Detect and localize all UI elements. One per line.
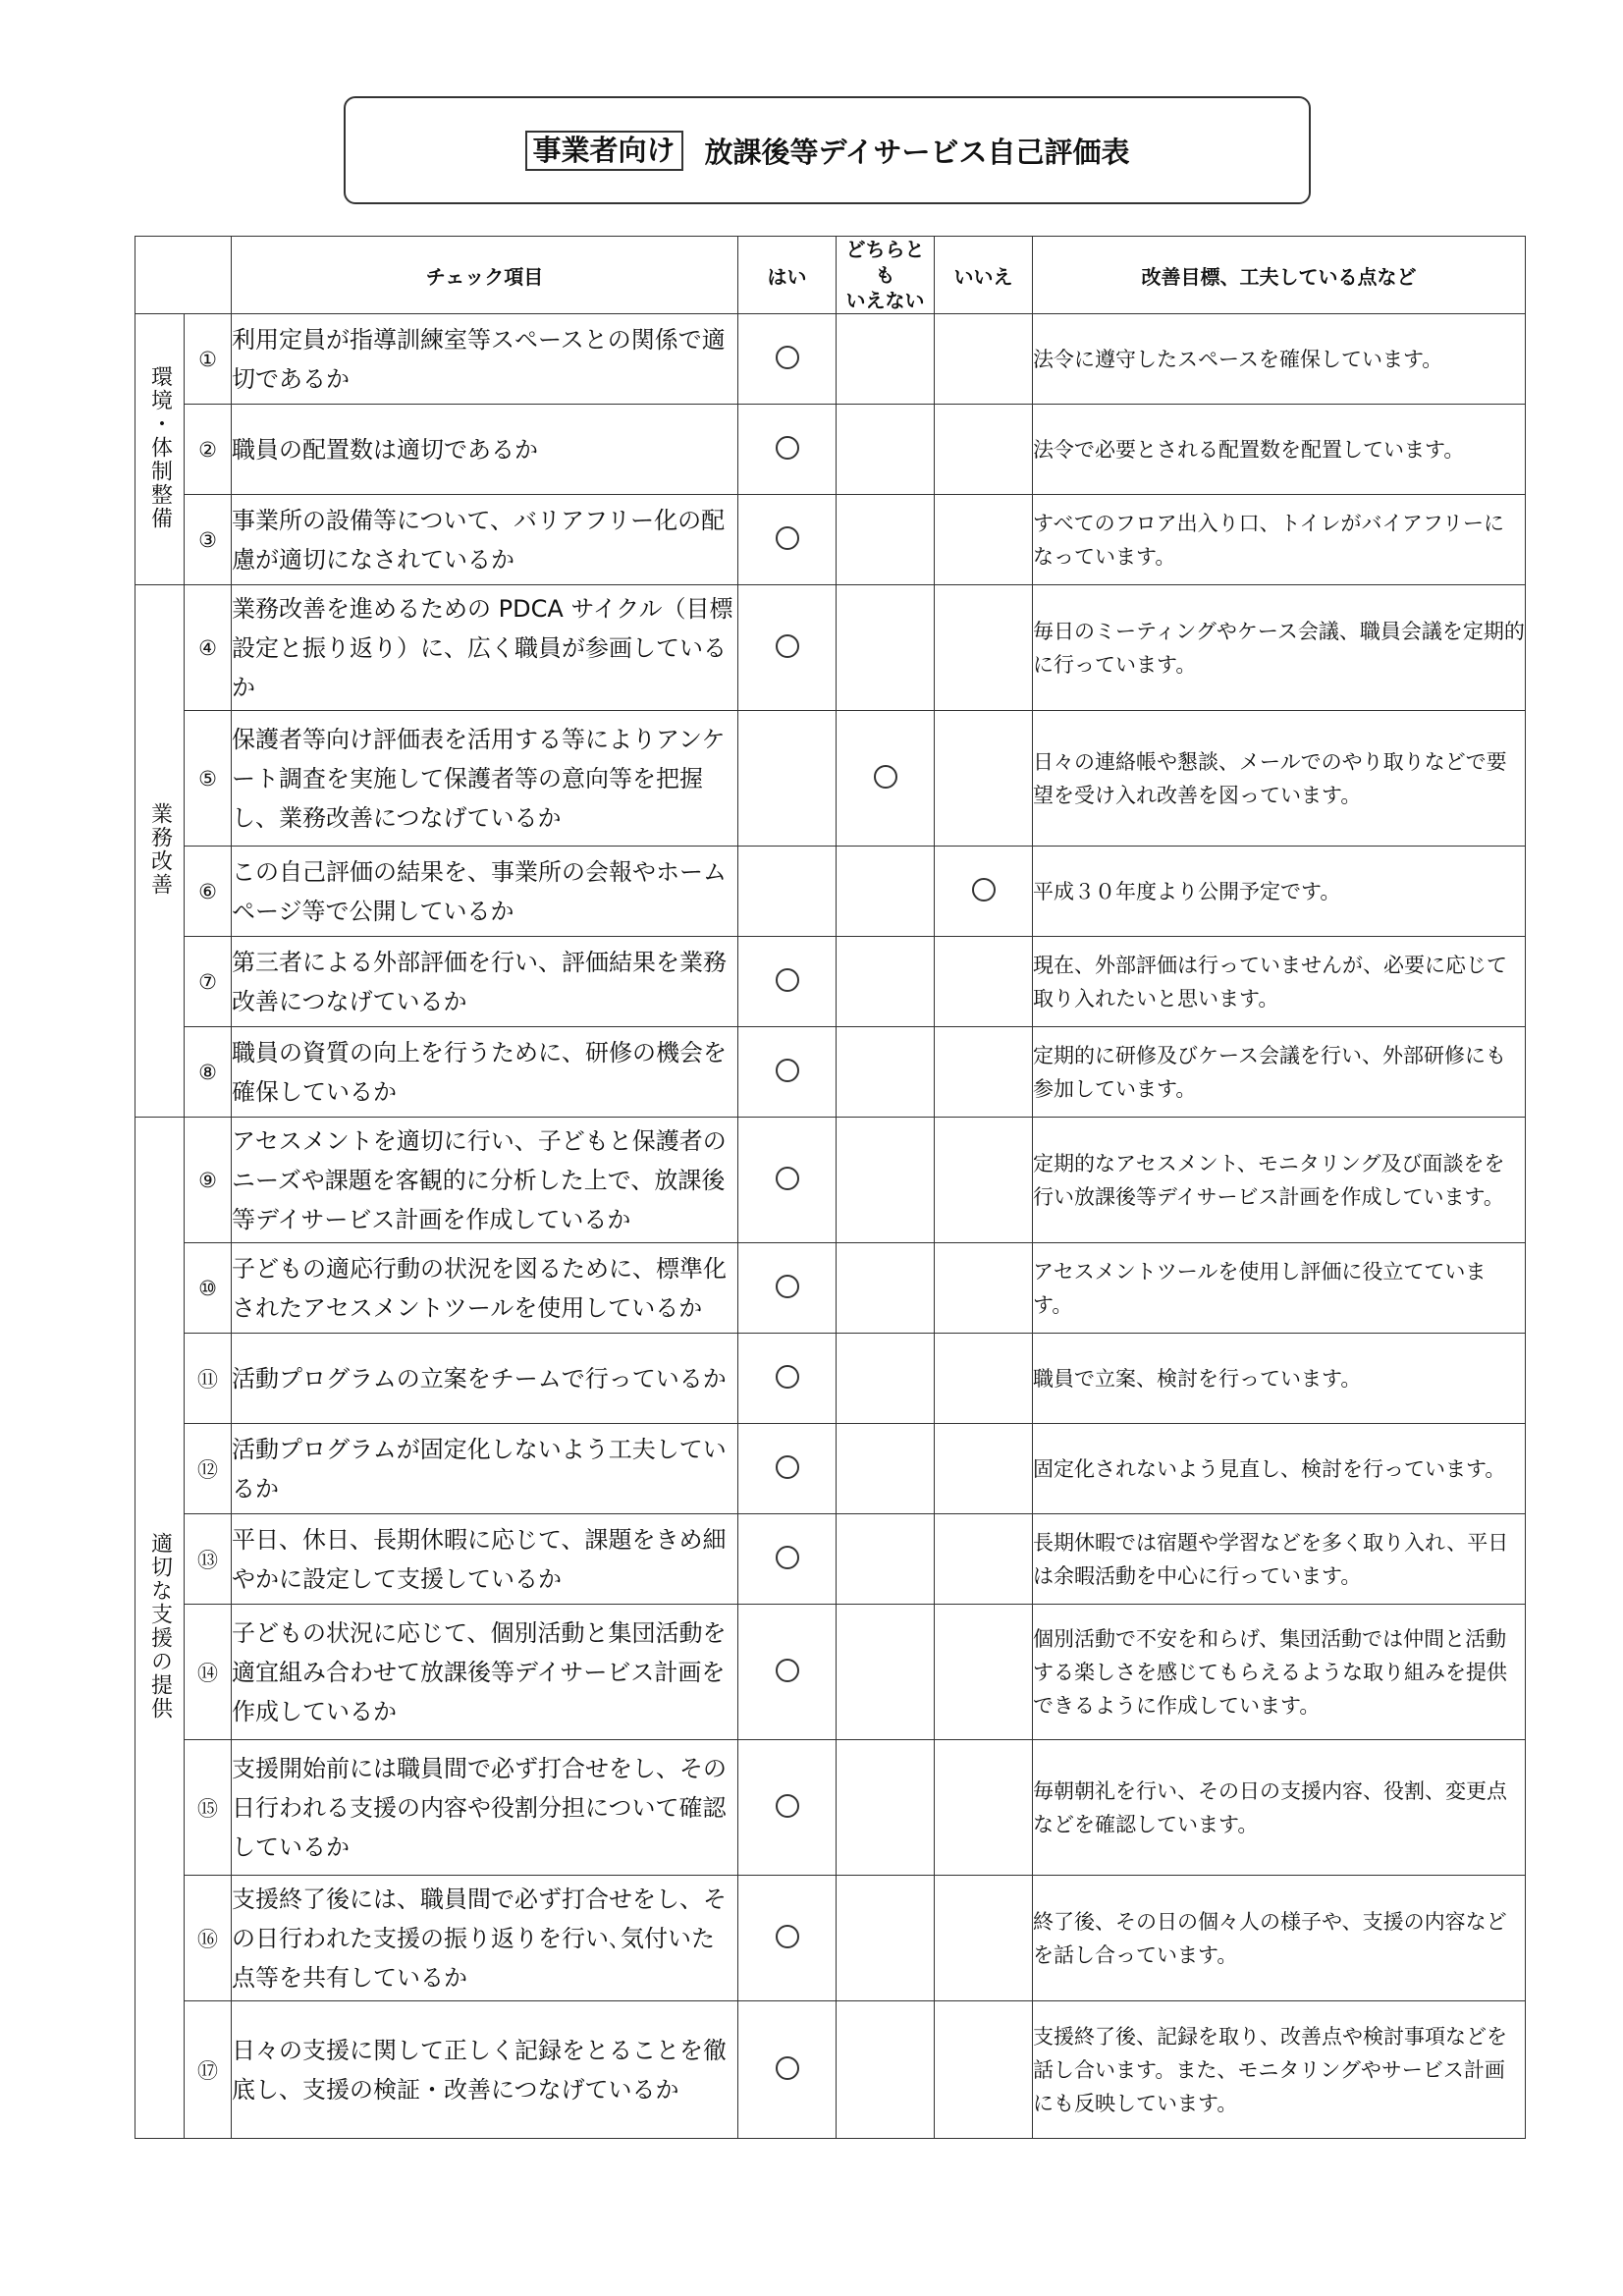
- item-number: ⑬: [185, 1514, 232, 1605]
- answer-yes-cell: [738, 847, 837, 937]
- answer-circle-mark: [776, 1546, 799, 1569]
- answer-circle-mark: [776, 1455, 799, 1479]
- table-row: [135, 1740, 1526, 1876]
- answer-circle-mark: [776, 1925, 799, 1948]
- item-number: ②: [185, 405, 232, 495]
- answer-circle-mark: [776, 346, 799, 369]
- answer-neither-cell: [837, 1118, 935, 1243]
- answer-circle-mark: [776, 526, 799, 550]
- table-row: [135, 585, 1526, 711]
- answer-no-cell: [935, 1514, 1033, 1605]
- answer-neither-cell: [837, 937, 935, 1027]
- improvement-note: 定期的なアセスメント、モニタリング及び面談をを行い放課後等デイサービス計画を作成しています。: [1033, 1118, 1526, 1243]
- answer-yes-cell: [738, 1876, 837, 2001]
- item-number: ③: [185, 495, 232, 585]
- improvement-note: 毎朝朝礼を行い、その日の支援内容、役割、変更点などを確認しています。: [1033, 1740, 1526, 1876]
- improvement-note: 支援終了後、記録を取り、改善点や検討事項などを話し合います。また、モニタリングやサービス計画にも反映しています。: [1033, 2001, 1526, 2139]
- table-row: [135, 1605, 1526, 1740]
- answer-neither-cell: [837, 1740, 935, 1876]
- answer-circle-mark: [776, 2056, 799, 2080]
- answer-yes-cell: [738, 1334, 837, 1424]
- improvement-note: 毎日のミーティングやケース会議、職員会議を定期的に行っています。: [1033, 585, 1526, 711]
- answer-no-cell: [935, 405, 1033, 495]
- answer-circle-mark: [776, 436, 799, 460]
- category-label: 環境・体制整備: [147, 364, 173, 530]
- improvement-note: 現在、外部評価は行っていませんが、必要に応じて取り入れたいと思います。: [1033, 937, 1526, 1027]
- item-number: ⑭: [185, 1605, 232, 1740]
- answer-neither-cell: [837, 1876, 935, 2001]
- answer-neither-cell: [837, 711, 935, 847]
- table-row: [135, 1514, 1526, 1605]
- table-row: [135, 1243, 1526, 1334]
- answer-neither-cell: [837, 1605, 935, 1740]
- answer-no-cell: [935, 1027, 1033, 1118]
- check-item-text: 支援開始前には職員間で必ず打合せをし、その日行われる支援の内容や役割分担について確認しているか: [232, 1740, 738, 1876]
- check-item-text: 日々の支援に関して正しく記録をとることを徹底し、支援の検証・改善につなげているか: [232, 2001, 738, 2139]
- table-row: [135, 1876, 1526, 2001]
- item-number: ⑨: [185, 1118, 232, 1243]
- check-item-text: 職員の配置数は適切であるか: [232, 405, 738, 495]
- answer-neither-cell: [837, 1514, 935, 1605]
- item-number: ⑦: [185, 937, 232, 1027]
- check-item-text: 子どもの状況に応じて、個別活動と集団活動を適宜組み合わせて放課後等デイサービス計画を作成しているか: [232, 1605, 738, 1740]
- item-number: ⑥: [185, 847, 232, 937]
- answer-yes-cell: [738, 495, 837, 585]
- answer-yes-cell: [738, 1605, 837, 1740]
- answer-no-cell: [935, 2001, 1033, 2139]
- answer-no-cell: [935, 1876, 1033, 2001]
- table-row: [135, 405, 1526, 495]
- improvement-note: 法令で必要とされる配置数を配置しています。: [1033, 405, 1526, 495]
- answer-neither-cell: [837, 1243, 935, 1334]
- table-row: [135, 1334, 1526, 1424]
- table-row: [135, 1027, 1526, 1118]
- improvement-note: 法令に遵守したスペースを確保しています。: [1033, 314, 1526, 405]
- improvement-note: 日々の連絡帳や懇談、メールでのやり取りなどで要望を受け入れ改善を図っています。: [1033, 711, 1526, 847]
- target-label: 事業者向け: [525, 131, 683, 171]
- answer-yes-cell: [738, 1514, 837, 1605]
- table-row: [135, 2001, 1526, 2139]
- answer-no-cell: [935, 495, 1033, 585]
- improvement-note: 終了後、その日の個々人の様子や、支援の内容などを話し合っています。: [1033, 1876, 1526, 2001]
- answer-neither-cell: [837, 1334, 935, 1424]
- improvement-note: 定期的に研修及びケース会議を行い、外部研修にも参加しています。: [1033, 1027, 1526, 1118]
- check-item-text: 支援終了後には、職員間で必ず打合せをし、その日行われた支援の振り返りを行い､気付いた点等を共有しているか: [232, 1876, 738, 2001]
- table-row: [135, 937, 1526, 1027]
- item-number: ⑮: [185, 1740, 232, 1876]
- category-cell: [135, 585, 185, 1118]
- answer-yes-cell: [738, 1243, 837, 1334]
- header-yes: はい: [738, 237, 837, 314]
- improvement-note: 個別活動で不安を和らげ、集団活動では仲間と活動する楽しさを感じてもらえるような取り組みを提供できるように作成しています。: [1033, 1605, 1526, 1740]
- answer-neither-cell: [837, 405, 935, 495]
- answer-no-cell: [935, 1424, 1033, 1514]
- item-number: ⑰: [185, 2001, 232, 2139]
- header-neither: [837, 237, 935, 314]
- answer-yes-cell: [738, 711, 837, 847]
- category-label: 業務改善: [147, 801, 173, 897]
- answer-neither-cell: [837, 585, 935, 711]
- answer-neither-cell: [837, 847, 935, 937]
- table-row: [135, 1424, 1526, 1514]
- page-title: 放課後等デイサービス自己評価表: [704, 135, 1130, 169]
- check-item-text: 活動プログラムが固定化しないよう工夫しているか: [232, 1424, 738, 1514]
- answer-neither-cell: [837, 1027, 935, 1118]
- check-item-text: この自己評価の結果を、事業所の会報やホームページ等で公開しているか: [232, 847, 738, 937]
- answer-circle-mark: [972, 878, 996, 902]
- check-item-text: 子どもの適応行動の状況を図るために、標準化されたアセスメントツールを使用しているか: [232, 1243, 738, 1334]
- answer-yes-cell: [738, 314, 837, 405]
- answer-circle-mark: [776, 1659, 799, 1682]
- evaluation-table: [135, 236, 1526, 2139]
- answer-no-cell: [935, 585, 1033, 711]
- answer-no-cell: [935, 314, 1033, 405]
- table-row: [135, 314, 1526, 405]
- table-row: [135, 847, 1526, 937]
- answer-yes-cell: [738, 1027, 837, 1118]
- header-neither-line2: いえない: [845, 289, 925, 312]
- check-item-text: 第三者による外部評価を行い、評価結果を業務改善につなげているか: [232, 937, 738, 1027]
- answer-no-cell: [935, 1334, 1033, 1424]
- answer-no-cell: [935, 1118, 1033, 1243]
- header-neither-line1: どちらとも: [845, 238, 925, 287]
- check-item-text: 職員の資質の向上を行うために、研修の機会を確保しているか: [232, 1027, 738, 1118]
- check-item-text: 業務改善を進めるための PDCA サイクル（目標設定と振り返り）に、広く職員が参画しているか: [232, 585, 738, 711]
- table-row: [135, 1118, 1526, 1243]
- item-number: ⑩: [185, 1243, 232, 1334]
- check-item-text: 利用定員が指導訓練室等スペースとの関係で適切であるか: [232, 314, 738, 405]
- item-number: ①: [185, 314, 232, 405]
- title-box: [344, 96, 1311, 204]
- answer-no-cell: [935, 847, 1033, 937]
- improvement-note: 長期休暇では宿題や学習などを多く取り入れ、平日は余暇活動を中心に行っています。: [1033, 1514, 1526, 1605]
- item-number: ⑫: [185, 1424, 232, 1514]
- check-item-text: 活動プログラムの立案をチームで行っているか: [232, 1334, 738, 1424]
- answer-yes-cell: [738, 1424, 837, 1514]
- category-cell: [135, 314, 185, 585]
- check-item-text: アセスメントを適切に行い、子どもと保護者のニーズや課題を客観的に分析した上で、放課後等デイサービス計画を作成しているか: [232, 1118, 738, 1243]
- answer-circle-mark: [776, 1794, 799, 1818]
- item-number: ④: [185, 585, 232, 711]
- answer-circle-mark: [776, 634, 799, 658]
- item-number: ⑪: [185, 1334, 232, 1424]
- table-row: [135, 711, 1526, 847]
- category-cell: [135, 1118, 185, 2139]
- answer-neither-cell: [837, 495, 935, 585]
- check-item-text: 事業所の設備等について、バリアフリー化の配慮が適切になされているか: [232, 495, 738, 585]
- title-row: [525, 131, 1130, 171]
- answer-circle-mark: [776, 1275, 799, 1298]
- check-item-text: 保護者等向け評価表を活用する等によりアンケート調査を実施して保護者等の意向等を把握し、業務改善につなげているか: [232, 711, 738, 847]
- answer-yes-cell: [738, 405, 837, 495]
- improvement-note: 固定化されないよう見直し、検討を行っています。: [1033, 1424, 1526, 1514]
- answer-no-cell: [935, 1243, 1033, 1334]
- answer-circle-mark: [776, 1059, 799, 1082]
- answer-circle-mark: [874, 765, 897, 789]
- header-no: いいえ: [935, 237, 1033, 314]
- header-improvement: 改善目標、工夫している点など: [1033, 237, 1526, 314]
- answer-neither-cell: [837, 1424, 935, 1514]
- table-row: [135, 495, 1526, 585]
- item-number: ⑯: [185, 1876, 232, 2001]
- answer-circle-mark: [776, 1167, 799, 1190]
- improvement-note: 平成３０年度より公開予定です。: [1033, 847, 1526, 937]
- answer-yes-cell: [738, 2001, 837, 2139]
- answer-no-cell: [935, 937, 1033, 1027]
- answer-neither-cell: [837, 314, 935, 405]
- answer-yes-cell: [738, 1118, 837, 1243]
- improvement-note: アセスメントツールを使用し評価に役立てています。: [1033, 1243, 1526, 1334]
- answer-circle-mark: [776, 968, 799, 992]
- answer-yes-cell: [738, 937, 837, 1027]
- answer-no-cell: [935, 1740, 1033, 1876]
- improvement-note: 職員で立案、検討を行っています。: [1033, 1334, 1526, 1424]
- header-check-item: チェック項目: [232, 237, 738, 314]
- answer-neither-cell: [837, 2001, 935, 2139]
- header-row: [135, 237, 1526, 314]
- category-label: 適切な支援の提供: [147, 1531, 173, 1721]
- header-blank-cell: [135, 237, 232, 314]
- answer-no-cell: [935, 711, 1033, 847]
- answer-no-cell: [935, 1605, 1033, 1740]
- answer-circle-mark: [776, 1365, 799, 1389]
- item-number: ⑧: [185, 1027, 232, 1118]
- improvement-note: すべてのフロア出入り口、トイレがバイアフリーになっています。: [1033, 495, 1526, 585]
- check-item-text: 平日、休日、長期休暇に応じて、課題をきめ細やかに設定して支援しているか: [232, 1514, 738, 1605]
- answer-yes-cell: [738, 1740, 837, 1876]
- item-number: ⑤: [185, 711, 232, 847]
- answer-yes-cell: [738, 585, 837, 711]
